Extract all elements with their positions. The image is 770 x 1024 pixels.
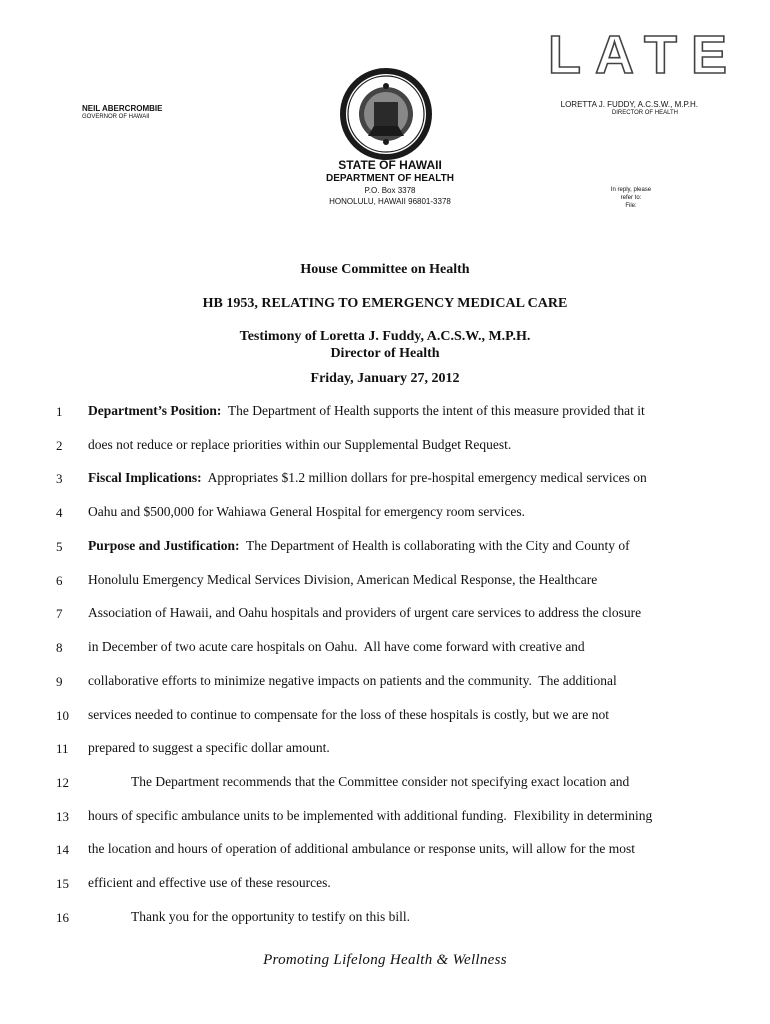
line-text [88,875,331,891]
numbered-line [0,436,770,456]
line-number: 11 [56,741,69,756]
reply-note-line1: In reply, please refer to: [610,187,652,201]
line-number: 14 [56,842,69,857]
role-heading: Director of Health [330,346,440,361]
line-content: efficient and effective use of these resources. [88,875,331,890]
line-content: prepared to suggest a specific dollar amount. [88,740,330,755]
state-seal-icon [338,66,434,162]
line-number: 12 [56,775,69,790]
numbered-line [0,908,770,928]
line-content: Honolulu Emergency Medical Services Division, American Medical Response, the Healthcare [88,572,598,587]
line-text [88,673,617,689]
director-block [561,100,698,118]
numbered-line [0,402,770,422]
line-text [88,572,597,588]
line-text [88,470,647,486]
line-number: 7 [56,606,63,621]
line-content: The Department of Health is collaborating with the City and County of [239,538,630,553]
governor-block [82,104,162,122]
line-number: 13 [56,809,69,824]
date-heading: Friday, January 27, 2012 [310,371,460,386]
line-text [88,538,630,554]
testimony-heading: Testimony of Loretta J. Fuddy, A.C.S.W., M.P.H. [239,329,531,344]
line-number: 15 [56,876,69,891]
governor-title: GOVERNOR OF HAWAII [82,114,150,120]
line-content: Appropriates $1.2 million dollars for pre-hospital emergency medical services on [201,470,647,485]
line-content: in December of two acute care hospitals on Oahu. All have come forward with creative and [88,639,585,654]
line-content: The Department recommends that the Committee consider not specifying exact location and [131,774,630,789]
numbered-line [0,672,770,692]
numbered-line [0,571,770,591]
section-label: Fiscal Implications: [88,470,202,485]
agency-letterhead [300,158,480,207]
committee-heading: House Committee on Health [300,262,470,277]
footer-tagline: Promoting Lifelong Health & Wellness [263,952,507,968]
numbered-line [0,739,770,759]
line-text [88,808,652,824]
line-content: does not reduce or replace priorities within our Supplemental Budget Request. [88,437,512,452]
governor-name: NEIL ABERCROMBIE [82,104,163,113]
line-number: 6 [56,573,63,588]
reply-note [606,186,656,210]
line-content: collaborative efforts to minimize negative impacts on patients and the community. The additional [88,673,617,688]
line-number: 1 [56,404,63,419]
line-number: 4 [56,505,63,520]
agency-department: DEPARTMENT OF HEALTH [326,173,454,184]
line-text [88,841,635,857]
line-number: 8 [56,640,63,655]
line-text [88,639,585,655]
line-text [88,740,330,756]
numbered-line [0,773,770,793]
agency-city: HONOLULU, HAWAII 96801-3378 [329,197,451,206]
line-content: Thank you for the opportunity to testify on this bill. [131,909,410,924]
line-text [88,707,609,723]
director-title: DIRECTOR OF HEALTH [611,110,678,116]
line-text [88,504,525,520]
section-label: Department’s Position: [88,403,222,418]
line-number: 5 [56,539,63,554]
numbered-line [0,840,770,860]
agency-po-box: P.O. Box 3378 [364,186,416,195]
line-number: 2 [56,438,63,453]
numbered-line [0,469,770,489]
line-text [88,605,641,621]
line-number: 16 [56,910,69,925]
numbered-line [0,503,770,523]
section-label: Purpose and Justification: [88,538,240,553]
line-content: the location and hours of operation of additional ambulance or response units, will allow for the most [88,841,635,856]
bill-title: HB 1953, RELATING TO EMERGENCY MEDICAL CARE [202,296,568,311]
numbered-line [0,874,770,894]
numbered-line [0,807,770,827]
line-content: services needed to continue to compensate for the loss of these hospitals is costly, but we are not [88,707,609,722]
line-number: 3 [56,471,63,486]
numbered-line [0,604,770,624]
line-content: The Department of Health supports the intent of this measure provided that it [221,403,645,418]
line-content: hours of specific ambulance units to be implemented with additional funding. Flexibility in determining [88,808,653,823]
line-text [88,437,511,453]
line-number: 9 [56,674,63,689]
agency-state: STATE OF HAWAII [338,158,442,172]
numbered-line [0,537,770,557]
line-content: Oahu and $500,000 for Wahiawa General Hospital for emergency room services. [88,504,526,519]
line-number: 10 [56,708,69,723]
line-text [131,774,629,790]
line-text [131,909,410,925]
numbered-line [0,706,770,726]
late-stamp: LATE [548,25,741,85]
numbered-line [0,638,770,658]
line-content: Association of Hawaii, and Oahu hospitals and providers of urgent care services to address the closure [88,605,642,620]
line-text [88,403,645,419]
director-name: LORETTA J. FUDDY, A.C.S.W., M.P.H. [560,100,698,109]
reply-note-line2: File: [625,203,637,209]
